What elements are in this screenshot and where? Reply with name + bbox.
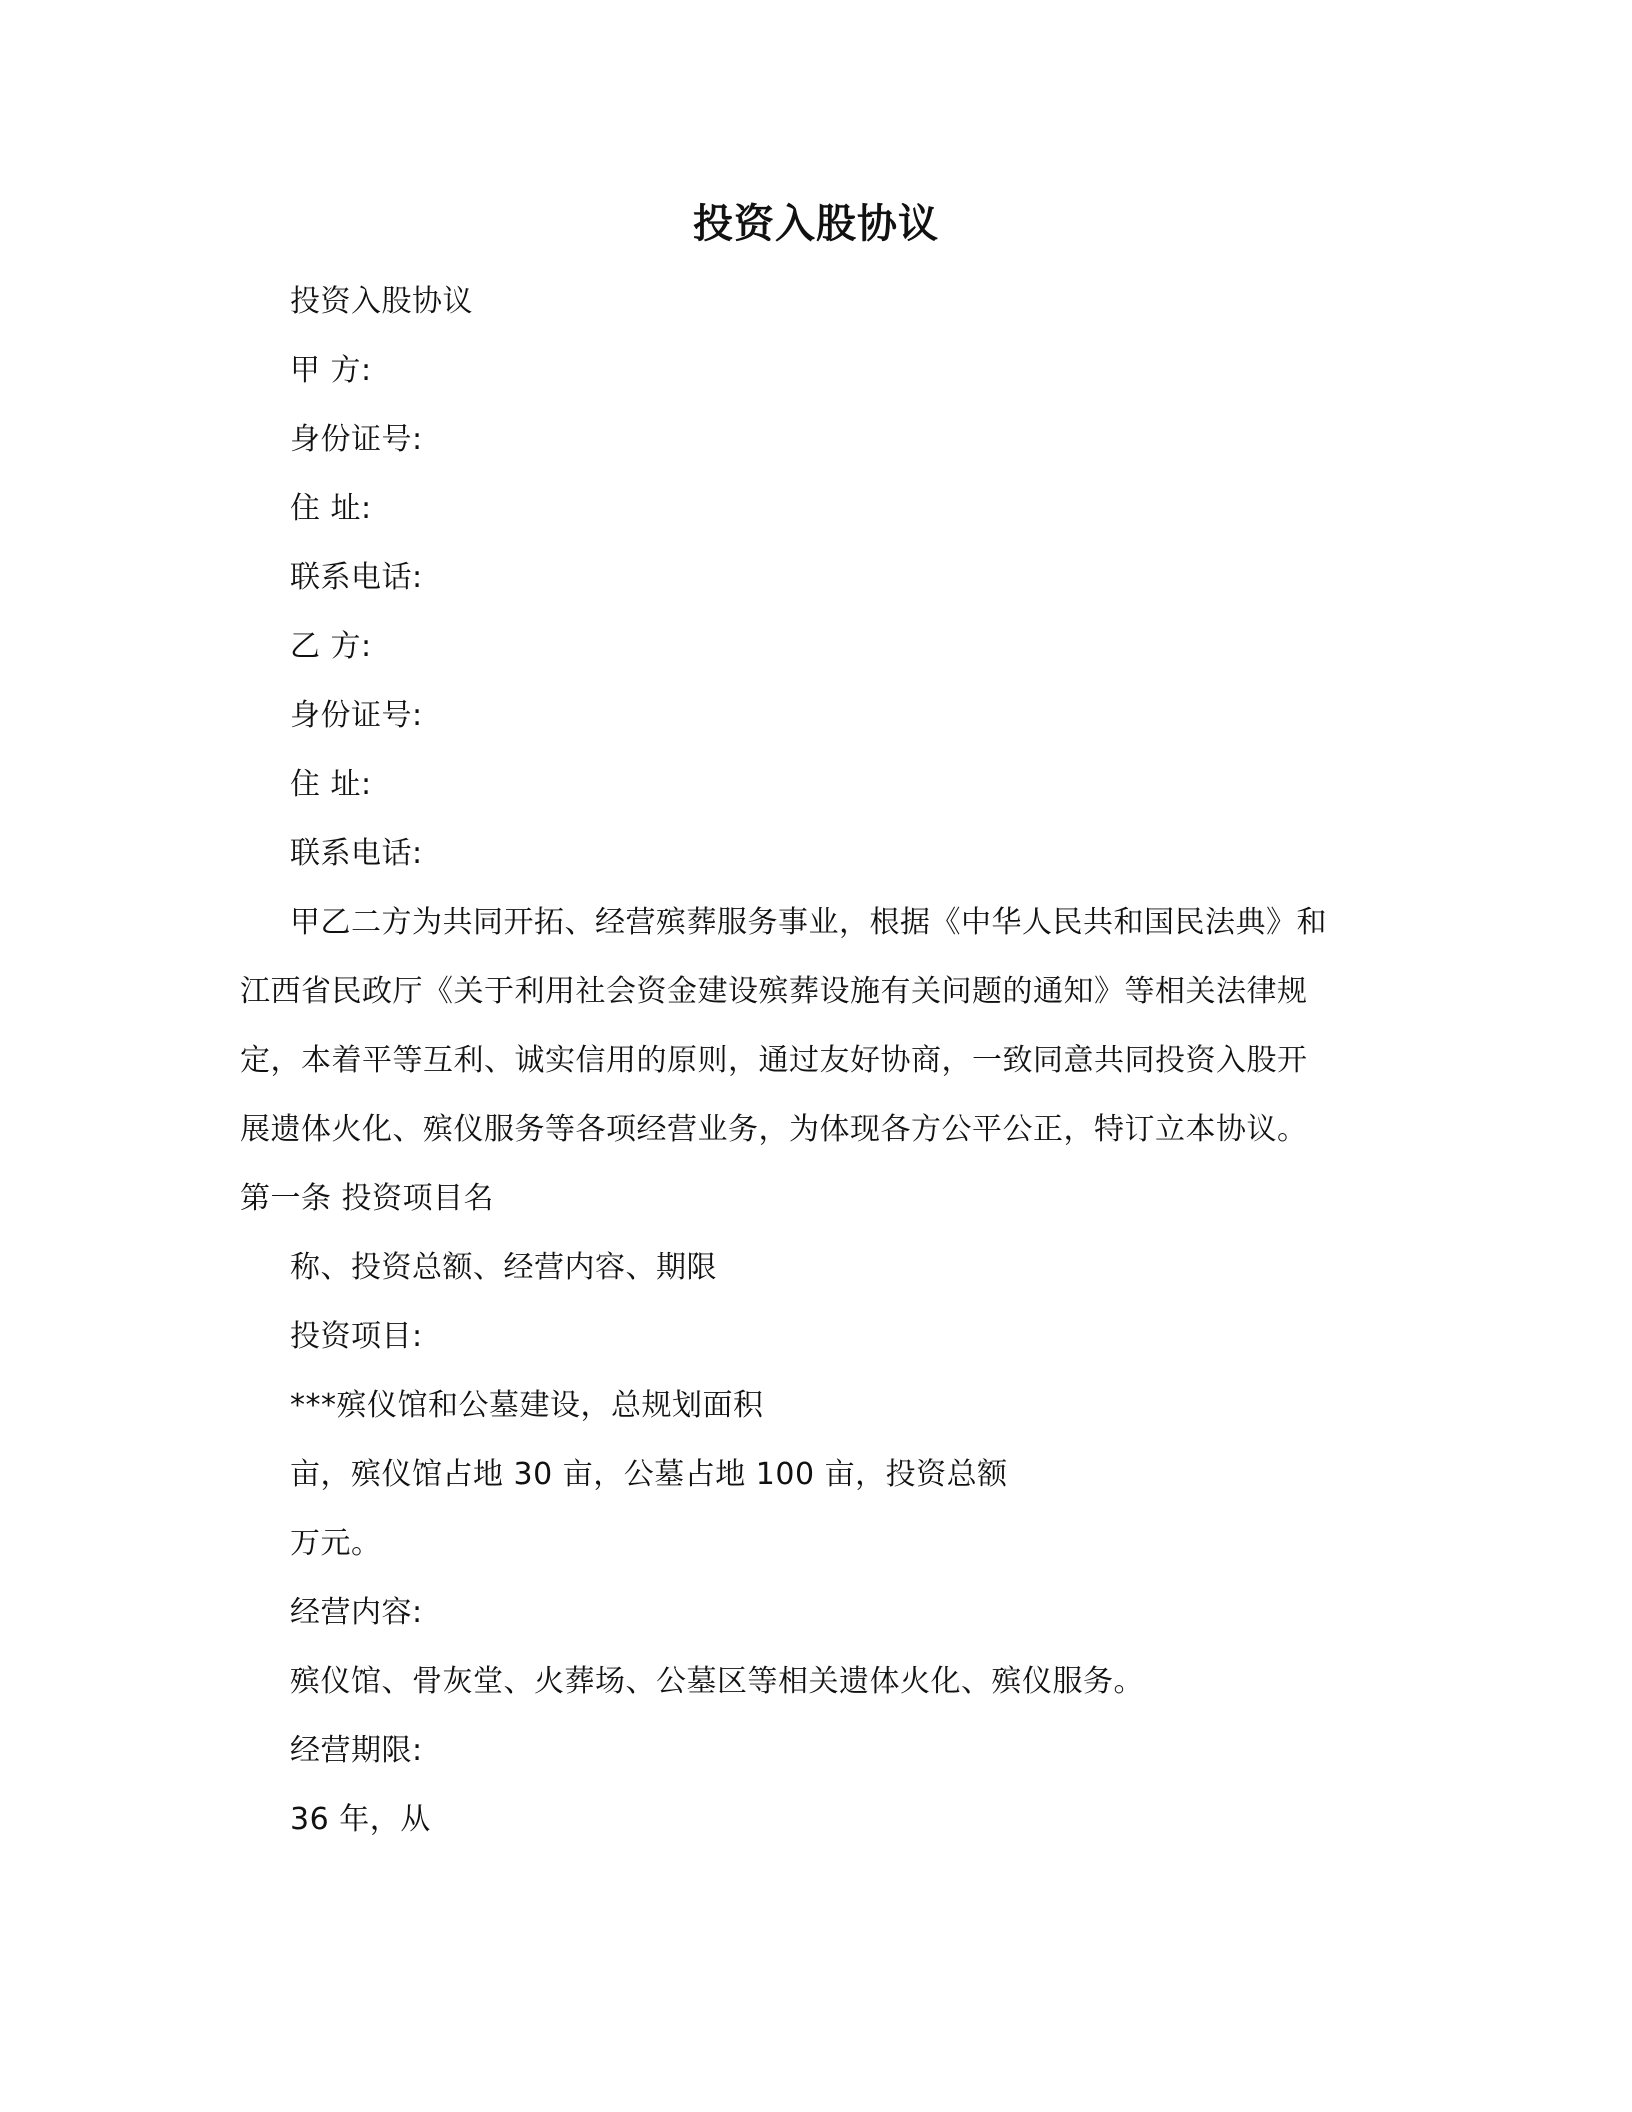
investment-project-text: 亩，殡仪馆占地 30 亩，公墓占地 100 亩，投资总额 — [290, 1457, 1008, 1492]
party-a-address-label: 住 址: — [290, 491, 372, 526]
business-term-text: 36 年，从 — [290, 1802, 431, 1837]
investment-project-text: ***殡仪馆和公墓建设，总规划面积 — [290, 1388, 764, 1423]
investment-project-label: 投资项目: — [290, 1319, 423, 1354]
subtitle-line: 投资入股协议 — [290, 284, 473, 319]
party-b-phone-label: 联系电话: — [290, 836, 423, 871]
party-a-label: 甲 方: — [290, 353, 372, 388]
party-b-id-label: 身份证号: — [290, 698, 423, 733]
article-one-heading: 第一条 投资项目名 — [240, 1181, 495, 1216]
party-a-phone-label: 联系电话: — [290, 560, 423, 595]
party-b-address-label: 住 址: — [290, 767, 372, 802]
party-a-id-label: 身份证号: — [290, 422, 423, 457]
business-term-label: 经营期限: — [290, 1733, 423, 1768]
business-content-text: 殡仪馆、骨灰堂、火葬场、公墓区等相关遗体火化、殡仪服务。 — [290, 1664, 1144, 1699]
business-content-label: 经营内容: — [290, 1595, 423, 1630]
party-b-label: 乙 方: — [290, 629, 372, 664]
document-title: 投资入股协议 — [693, 201, 939, 247]
investment-project-text: 万元。 — [290, 1526, 382, 1561]
preamble-line: 甲乙二方为共同开拓、经营殡葬服务事业，根据《中华人民共和国民法典》和 — [290, 905, 1327, 940]
preamble-line: 定，本着平等互利、诚实信用的原则，通过友好协商，一致同意共同投资入股开 — [240, 1043, 1308, 1078]
preamble-line: 江西省民政厅《关于利用社会资金建设殡葬设施有关问题的通知》等相关法律规 — [240, 974, 1308, 1009]
article-one-heading-cont: 称、投资总额、经营内容、期限 — [290, 1250, 717, 1285]
preamble-line: 展遗体火化、殡仪服务等各项经营业务，为体现各方公平公正，特订立本协议。 — [240, 1112, 1308, 1147]
